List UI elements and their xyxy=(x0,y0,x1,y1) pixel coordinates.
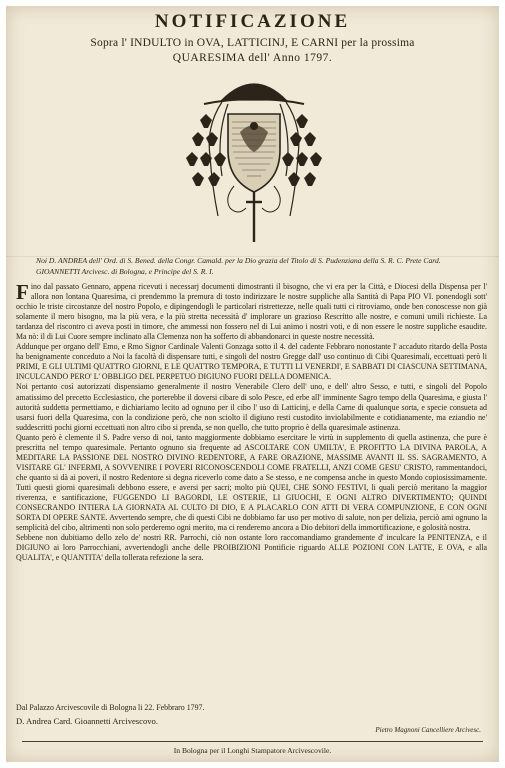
paragraph-1 xyxy=(16,282,487,342)
drop-cap: F xyxy=(16,280,29,304)
paragraph-2: Addunque per organo dell' Emo, e Rmo Signor Cardinale Valenti Gonzaga sotto il 4. del cadente Febbraro nonostante l' accaduto ritardo della Posta ha benignamente conceduto a Noi la facoltà di dispensare tutti, e singoli del nostro Gregge dall' uso continuo di Cibi Quaresimali, eccettuati però li PRIMI, E GLI ULTIMI QUATTRO GIORNI, E LE QUATTRO TEMPORA, E TUTTI LI VENERDI', E SABBATI DI CIASCUNA SETTIMANA, INCULCANDO PERO' L' OBBLIGO DEL PERPETUO DIGIUNO FUORI DELLA DOMENICA. xyxy=(16,342,487,382)
printer-imprint: In Bologna per il Longhi Stampatore Arcivescovile. xyxy=(173,746,332,755)
document-title: NOTIFICAZIONE xyxy=(154,11,351,32)
document-sheet xyxy=(6,6,499,762)
coat-of-arms-icon xyxy=(182,66,326,252)
document-subtitle-line2: QUARESIMA dell' Anno 1797. xyxy=(172,52,333,64)
signature: D. Andrea Card. Gioannetti Arcivescovo. xyxy=(16,716,158,726)
chancellor-signature: Pietro Magnoni Cancelliere Arcivesc. xyxy=(375,726,481,734)
paragraph-1-text: ino dal passato Gennaro, appena ricevuti i necessarj documenti dimostranti il bisogno, che vi era per la Città, e Diocesi della Dispensa per l' allora non lontana Quaresima, ci prendemmo la premura di tosto indirizzare le nostre suppliche alla Santità di Papa PIO VI. ponendogli sott' occhio le triste circostanze del nostro Popolo, e dipingendogli le particolari ristrettezze, nelle quali tutti ci ritroviamo, onde ben conoscesse non già solamente il mero bisogno, ma la più vera, e la più stretta necessità d' implorare un grazioso Rescritto alle nostre, e comuni umili richieste. La tardanza del riscontro ci aveva posti in timore, che ammessi non fossero nel di Lui animo i nostri voti, e di non essere le nostre suppliche esaudite. Ma nò: il di Lui Cuore sempre inclinato alla Clemenza non ha sofferto di abbandonarci in queste nostre necessità. xyxy=(16,282,487,342)
paragraph-3: Noi pertanto così autorizzati dispensiamo generalmente il nostro Venerabile Clero dell' uno, e dell' altro Sesso, e tutti, e singoli del Popolo amatissimo del precetto Ecclesiastico, che porterebbe il doversi cibare di solo Pesce, ed erbe all' imminente Sagro tempo della Quaresima, e giusta l' autorità suddetta permettiamo, e dichiariamo lecito ad ognuno per il cibo l' uso di Latticinj, e della Carne di qualunque sorta, e specie consueta ad usarsi fuori della Quaresima, con la condizione però, che non sciolto il digiuno resti custodito inviolabilmente e cotidianamente, ma eziandio ne' suddescritti pochi giorni eccettuati non altro cibo si prenda, se non quello, che tutto proprio è della quaresimale astinenza. xyxy=(16,382,487,432)
paragraph-5: Sebbene non dubitiamo dello zelo de' nostri RR. Parrochi, ciò non ostante loro raccomandiamo grandemente d' inculcare la PENITENZA, e il DIGIUNO ai loro Parrocchiani, avvertendogli anche delle PROIBIZIONI Pontificie riguardo ALLE POZIONI CON LATTE, E OVA, e alla QUALITA', e QUANTITA' della tollerata refezione la sera. xyxy=(16,533,487,563)
document-subtitle-line1: Sopra l' INDULTO in OVA, LATTICINJ, E CARNI per la prossima xyxy=(90,37,415,49)
notice-body xyxy=(16,282,487,563)
dateline: Dal Palazzo Arcivescovile di Bologna li 22. Febbraro 1797. xyxy=(16,703,205,712)
issuer-intro: Noi D. ANDREA dell' Ord. di S. Bened. della Congr. Camald. per la Dio grazia del Titolo di S. Pudenziana della S. R. C. Prete Card. GIOANNETTI Arcivesc. di Bologna, e Principe del S. R. I. xyxy=(36,256,441,276)
paragraph-4: Quanto però è clemente il S. Padre verso di noi, tanto maggiormente dobbiamo esercitare le virtù in supplemento di quella astinenza, che pure è prescritta nel tempo quaresimale. Pertanto ognuno sia frequente ad ASCOLTARE CON UMILTA', E PROFITTO LA DIVINA PAROLA, A MEDITARE LA PASSIONE DEL NOSTRO DIVINO REDENTORE, A FARE ORAZIONE, MASSIME AVANTI IL SS. SAGRAMENTO, A VISITARE GL' INFERMI, A SOVVENIRE I POVERI RICONOSCENDOLI COME FRATELLI, ANZI COME GESU' CRISTO, rammentandoci, che quanto si dà ai poveri, il nostro Redentore si degna riceverlo come dato a Se stesso, e ne compensa anche in questo Mondo copiosissimamente. Tutti questi giorni quaresimali debbono essere, e aversi per sacri; molto più QUEI, CHE SONO FESTIVI, li quali perciò meritano la maggior riverenza, e santificazione, FUGGENDO LI BAGORDI, LE OSTERIE, LI GIUOCHI, E OGNI ALTRO DIVERTIMENTO; QUINDI CONSECRANDO INTIERA LA GIORNATA AL CULTO DI DIO, E A PLACARLO CON ATTI DI VERA COMPUNZIONE, E CON OGNI SORTA DI OPERE SANTE. Avvertendo sempre, che di questi Cibi ne dobbiamo far uso per motivo di salute, non per delizia, perciò ami ognuno la semplicità del cibo, altrimenti non solo perderemo ogni merito, ma ci renderemo ancora a Dio debitori della immortificazione, e golosità nostra. xyxy=(16,432,487,533)
divider xyxy=(22,741,483,742)
